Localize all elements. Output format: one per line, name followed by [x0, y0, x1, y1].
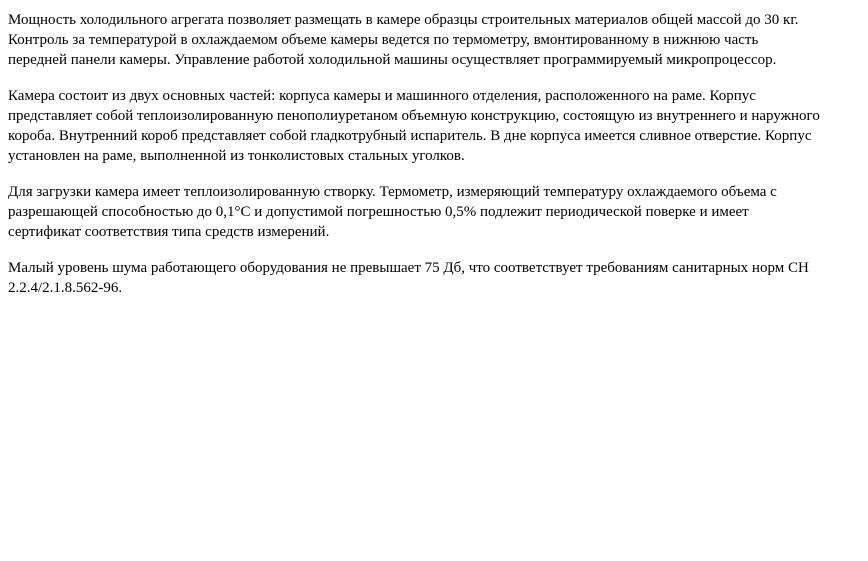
- document-body: [8, 10, 820, 314]
- paragraph-loading-and-thermometer: Для загрузки камера имеет теплоизолированную створку. Термометр, измеряющий температуру охлаждаемого объема с разрешающей способностью до 0,1°С и допустимой погрешностью 0,5% подлежит периодической поверке и имеет сертификат соответствия типа средств измерений.: [8, 184, 777, 240]
- paragraph-chamber-structure: Камера состоит из двух основных частей: корпуса камеры и машинного отделения, расположенного на раме. Корпус представляет собой теплоизолированную пенополиуретаном объемную конструкцию, состоящую из внутреннего и наружного короба. Внутренний короб представляет собой гладкотрубный испаритель. В дне корпуса имеется сливное отверстие. Корпус установлен на раме, выполненной из тонколистовых стальных уголков.: [8, 88, 820, 164]
- paragraph-refrigeration-capacity: Мощность холодильного агрегата позволяет размещать в камере образцы строительных материалов общей массой до 30 кг. Контроль за температурой в охлаждаемом объеме камеры ведется по термометру, вмонтированному в нижнюю часть передней панели камеры. Управление работой холодильной машины осуществляет программируемый микропроцессор.: [8, 12, 799, 68]
- paragraph-noise-level: Малый уровень шума работающего оборудования не превышает 75 Дб, что соответствует требованиям санитарных норм СН 2.2.4/2.1.8.562-96.: [8, 260, 809, 296]
